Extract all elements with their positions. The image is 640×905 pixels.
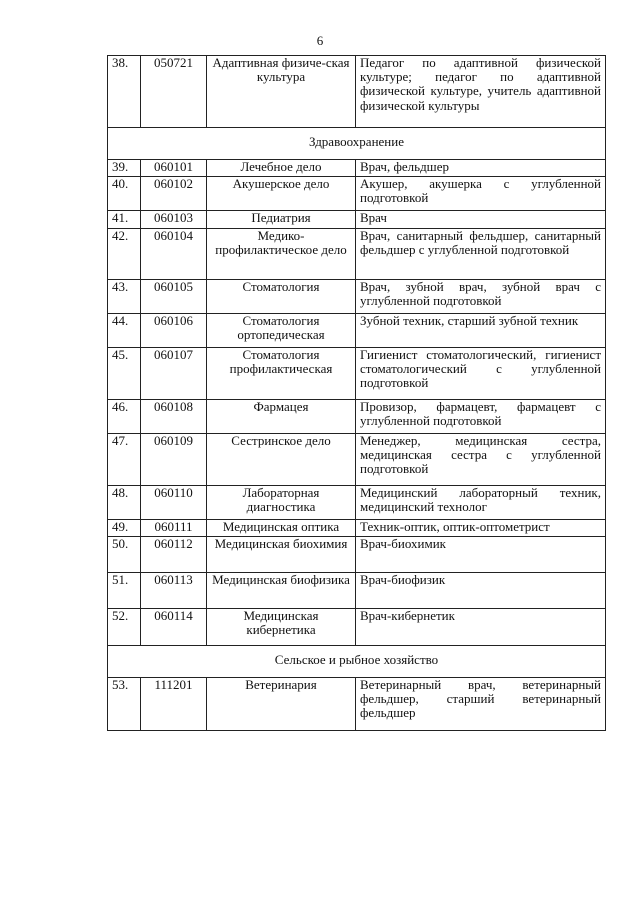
- row-number: 41.: [108, 211, 141, 229]
- row-number: 49.: [108, 520, 141, 537]
- specialty-name: Лабораторная диагностика: [207, 486, 356, 520]
- table-row: [108, 160, 606, 177]
- specialty-name: Медицинская оптика: [207, 520, 356, 537]
- qualification: Педагог по адаптивной физической культуре; педагог по адаптивной физической культуре, учитель адаптивной физической культуры: [356, 56, 606, 128]
- table-row: [108, 520, 606, 537]
- specialty-name: Лечебное дело: [207, 160, 356, 177]
- row-number: 38.: [108, 56, 141, 128]
- specialty-name: Ветеринария: [207, 678, 356, 731]
- row-number: 53.: [108, 678, 141, 731]
- table-row: [108, 56, 606, 128]
- row-number: 47.: [108, 434, 141, 486]
- table-row: [108, 678, 606, 731]
- specialty-code: 060111: [141, 520, 207, 537]
- qualification: Врач, санитарный фельдшер, санитарный фельдшер с углубленной подготовкой: [356, 229, 606, 280]
- specialty-name: Медицинская кибернетика: [207, 609, 356, 646]
- table-row: [108, 280, 606, 314]
- table-row: [108, 177, 606, 211]
- table-row: [108, 537, 606, 573]
- specialty-name: Стоматология ортопедическая: [207, 314, 356, 348]
- qualification: Ветеринарный врач, ветеринарный фельдшер, старший ветеринарный фельдшер: [356, 678, 606, 731]
- table-body: [108, 56, 606, 731]
- section-title: Сельское и рыбное хозяйство: [108, 646, 606, 678]
- specialty-code: 060114: [141, 609, 207, 646]
- table-row: [108, 400, 606, 434]
- row-number: 46.: [108, 400, 141, 434]
- page-number: 6: [316, 33, 324, 48]
- specialty-name: Сестринское дело: [207, 434, 356, 486]
- table-row: [108, 609, 606, 646]
- qualification: Врач-кибернетик: [356, 609, 606, 646]
- specialty-name: Фармацея: [207, 400, 356, 434]
- specialty-code: 060108: [141, 400, 207, 434]
- section-title: Здравоохранение: [108, 128, 606, 160]
- specialty-name: Медицинская биофизика: [207, 573, 356, 609]
- table-row: [108, 486, 606, 520]
- specialty-code: 060104: [141, 229, 207, 280]
- qualification: Врач-биохимик: [356, 537, 606, 573]
- qualification: Техник-оптик, оптик-оптометрист: [356, 520, 606, 537]
- qualification: Провизор, фармацевт, фармацевт с углубленной подготовкой: [356, 400, 606, 434]
- qualification: Менеджер, медицинская сестра, медицинская сестра с углубленной подготовкой: [356, 434, 606, 486]
- specialty-name: Медико-профилактическое дело: [207, 229, 356, 280]
- row-number: 40.: [108, 177, 141, 211]
- row-number: 43.: [108, 280, 141, 314]
- qualification: Врач: [356, 211, 606, 229]
- row-number: 52.: [108, 609, 141, 646]
- row-number: 39.: [108, 160, 141, 177]
- specialty-name: Медицинская биохимия: [207, 537, 356, 573]
- table-row: [108, 211, 606, 229]
- table-row: [108, 348, 606, 400]
- row-number: 45.: [108, 348, 141, 400]
- qualification: Врач, зубной врач, зубной врач с углубленной подготовкой: [356, 280, 606, 314]
- table-row: [108, 314, 606, 348]
- table-row: [108, 434, 606, 486]
- specialty-code: 060101: [141, 160, 207, 177]
- row-number: 42.: [108, 229, 141, 280]
- specialty-code: 060105: [141, 280, 207, 314]
- specialty-code: 060107: [141, 348, 207, 400]
- specialty-name: Педиатрия: [207, 211, 356, 229]
- specialty-code: 111201: [141, 678, 207, 731]
- row-number: 44.: [108, 314, 141, 348]
- row-number: 51.: [108, 573, 141, 609]
- row-number: 48.: [108, 486, 141, 520]
- table-row: [108, 229, 606, 280]
- specialty-code: 060112: [141, 537, 207, 573]
- qualification: Врач-биофизик: [356, 573, 606, 609]
- qualification: Врач, фельдшер: [356, 160, 606, 177]
- qualification: Медицинский лабораторный техник, медицинский технолог: [356, 486, 606, 520]
- specialty-code: 060103: [141, 211, 207, 229]
- qualification: Гигиенист стоматологический, гигиенист стоматологический с углубленной подготовкой: [356, 348, 606, 400]
- specialty-name: Акушерское дело: [207, 177, 356, 211]
- specialty-name: Адаптивная физиче-ская культура: [207, 56, 356, 128]
- specialty-code: 060110: [141, 486, 207, 520]
- qualification: Акушер, акушерка с углубленной подготовкой: [356, 177, 606, 211]
- specialty-code: 060102: [141, 177, 207, 211]
- table-row: [108, 573, 606, 609]
- specialty-name: Стоматология профилактическая: [207, 348, 356, 400]
- specialty-code: 060113: [141, 573, 207, 609]
- row-number: 50.: [108, 537, 141, 573]
- section-header-row: [108, 128, 606, 160]
- specialties-table: [107, 55, 606, 731]
- section-header-row: [108, 646, 606, 678]
- specialty-code: 060106: [141, 314, 207, 348]
- qualification: Зубной техник, старший зубной техник: [356, 314, 606, 348]
- specialty-name: Стоматология: [207, 280, 356, 314]
- specialty-code: 060109: [141, 434, 207, 486]
- specialty-code: 050721: [141, 56, 207, 128]
